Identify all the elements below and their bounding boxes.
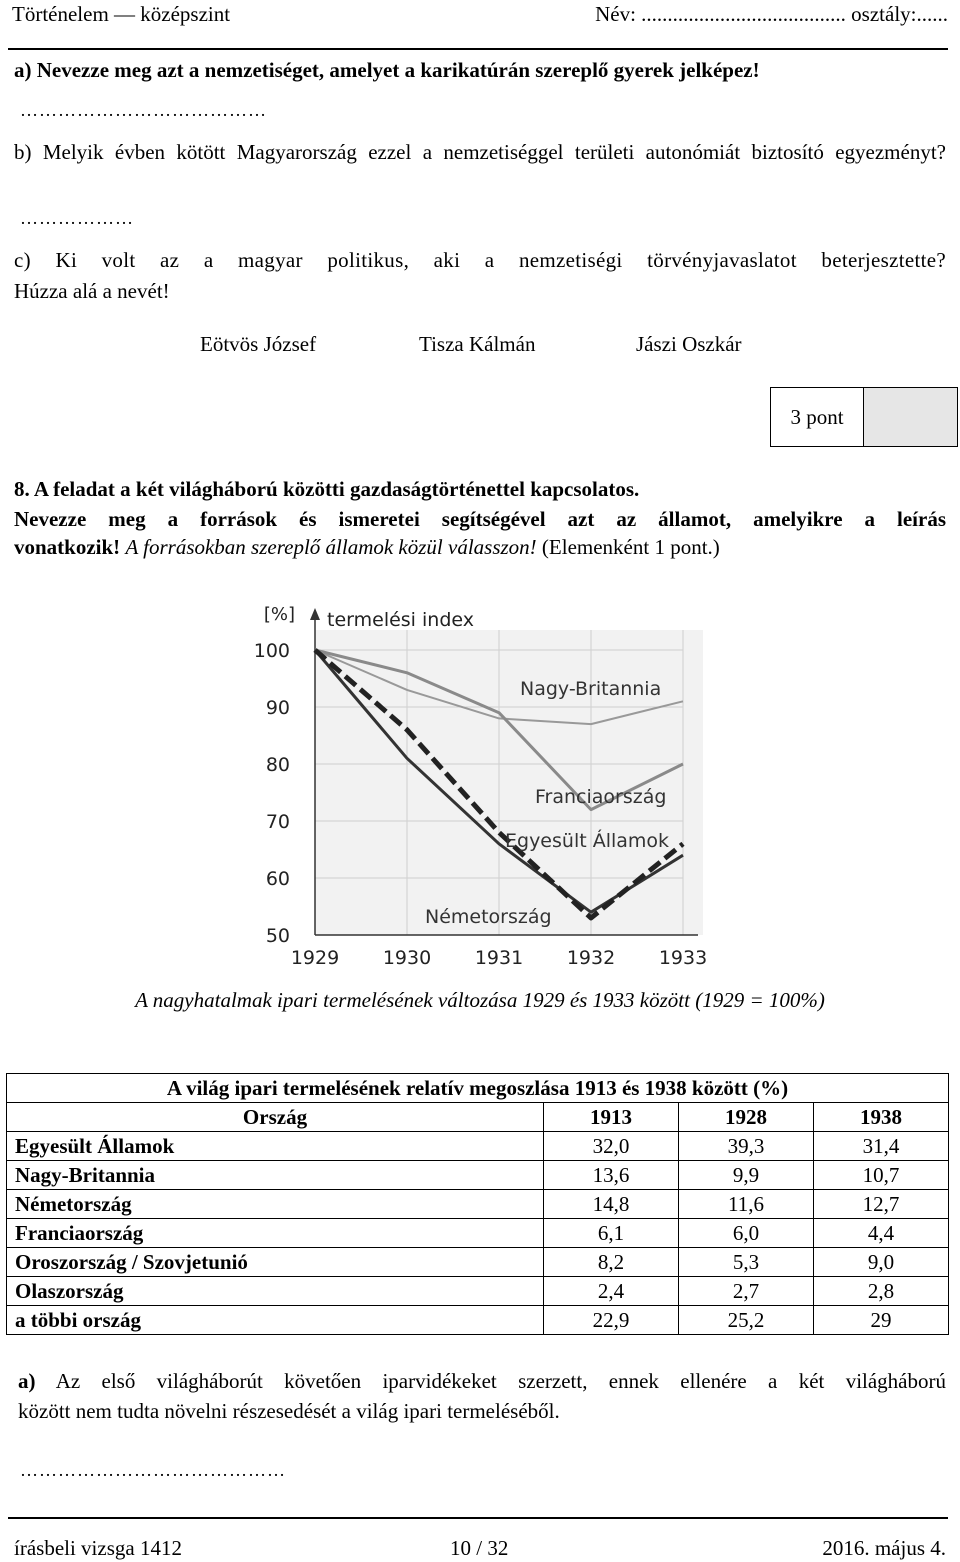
name-class-field: Név: ....................................... osztály:...... (595, 2, 948, 26)
table-cell-country: Oroszország / Szovjetunió (7, 1248, 544, 1277)
task-8-instruction-points: (Elemenként 1 pont.) (541, 535, 720, 559)
series-label: Nagy-Britannia (520, 678, 662, 700)
footer-date: 2016. május 4. (822, 1536, 946, 1560)
answer-7b-dots: ……………… (20, 208, 134, 228)
table-title: A világ ipari termelésének relatív megoszlása 1913 és 1938 között (%) (7, 1074, 949, 1103)
question-7a: a) Nevezze meg azt a nemzetiséget, amelyet a karikatúrán szereplő gyerek jelképez! (14, 58, 760, 82)
task-8-instruction-italic: A forrásokban szereplő államok közül válasszon! (125, 535, 537, 559)
task-8a-text-line2: között nem tudta növelni részesedését a világ ipari termeléséből. (18, 1399, 560, 1423)
series-label: Németország (425, 906, 552, 928)
task-8a-text-line1: Az első világháborút követően iparvidékeket szerzett, ennek ellenére a két világháború (55, 1369, 946, 1393)
task-8-heading: 8. A feladat a két világháború közötti gazdaságtörténettel kapcsolatos. (14, 477, 640, 501)
table-row (7, 1248, 949, 1277)
task-8a-label: a) (18, 1369, 36, 1393)
footer-exam: írásbeli vizsga 1412 (14, 1536, 182, 1560)
table-cell-value: 6,0 (679, 1219, 814, 1248)
table-cell-value: 9,0 (814, 1248, 949, 1277)
table-cell-value: 29 (814, 1306, 949, 1335)
x-tick-label: 1931 (474, 947, 524, 969)
y-axis-label: [%] (263, 604, 295, 625)
question-7c-line1: c) Ki volt az a magyar politikus, aki a nemzetiségi törvényjavaslatot beterjesztette? (14, 248, 946, 272)
y-axis-arrow (310, 608, 320, 620)
table-cell-country: Nagy-Britannia (7, 1161, 544, 1190)
y-tick-label: 100 (253, 640, 290, 662)
table-row (7, 1161, 949, 1190)
option-tisza-kalman[interactable]: Tisza Kálmán (419, 332, 536, 356)
table-cell-value: 12,7 (814, 1190, 949, 1219)
y-tick-label: 50 (265, 925, 290, 947)
table-cell-value: 11,6 (679, 1190, 814, 1219)
table-header-row (7, 1103, 949, 1132)
table-cell-value: 8,2 (544, 1248, 679, 1277)
task-8-instruction-line1: Nevezze meg a források és ismeretei segítségével azt az államot, amelyikre a leírás (14, 507, 946, 531)
table-row (7, 1306, 949, 1335)
y-tick-label: 90 (265, 697, 290, 719)
table-cell-value: 9,9 (679, 1161, 814, 1190)
option-jaszi-oszkar[interactable]: Jászi Oszkár (636, 332, 742, 356)
x-tick-label: 1929 (290, 947, 340, 969)
table-cell-value: 25,2 (679, 1306, 814, 1335)
table-cell-value: 2,7 (679, 1277, 814, 1306)
header-rule (8, 48, 948, 50)
col-header-country: Ország (7, 1103, 544, 1132)
score-entry-cell[interactable] (864, 388, 957, 446)
task-8-instruction-bold: vonatkozik! (14, 535, 121, 559)
question-7c-line2: Húzza alá a nevét! (14, 279, 170, 303)
option-eotvos-jozsef[interactable]: Eötvös József (200, 332, 317, 356)
task-8-instruction-line2 (14, 533, 720, 561)
series-label: Egyesült Államok (505, 830, 670, 852)
table-cell-value: 5,3 (679, 1248, 814, 1277)
table-cell-value: 14,8 (544, 1190, 679, 1219)
col-header-1913: 1913 (544, 1103, 679, 1132)
table-cell-value: 31,4 (814, 1132, 949, 1161)
answer-8a-dots: …………………………………… (20, 1460, 286, 1480)
table-row (7, 1277, 949, 1306)
table-cell-value: 10,7 (814, 1161, 949, 1190)
table-cell-country: Egyesült Államok (7, 1132, 544, 1161)
table-cell-country: Franciaország (7, 1219, 544, 1248)
table-cell-value: 4,4 (814, 1219, 949, 1248)
table-row (7, 1132, 949, 1161)
industrial-index-chart (240, 595, 740, 980)
series-label: Franciaország (535, 786, 667, 808)
x-tick-label: 1933 (658, 947, 708, 969)
y-tick-label: 80 (265, 754, 290, 776)
task-8a-line1 (18, 1367, 946, 1395)
table-cell-value: 6,1 (544, 1219, 679, 1248)
y-tick-label: 60 (265, 868, 290, 890)
table-cell-value: 22,9 (544, 1306, 679, 1335)
question-7b: b) Melyik évben kötött Magyarország ezzel a nemzetiséggel területi autonómiát biztosító egyezményt? (14, 140, 946, 164)
footer-rule (8, 1517, 948, 1519)
table-cell-value: 13,6 (544, 1161, 679, 1190)
table-cell-country: Németország (7, 1190, 544, 1219)
table-cell-value: 2,4 (544, 1277, 679, 1306)
table-row (7, 1190, 949, 1219)
industrial-share-table (6, 1073, 949, 1335)
table-cell-value: 39,3 (679, 1132, 814, 1161)
x-tick-label: 1932 (566, 947, 616, 969)
chart-title: termelési index (327, 609, 474, 631)
footer-page: 10 / 32 (450, 1536, 509, 1560)
score-label: 3 pont (771, 388, 864, 446)
table-row (7, 1219, 949, 1248)
table-cell-country: a többi ország (7, 1306, 544, 1335)
table-cell-value: 32,0 (544, 1132, 679, 1161)
col-header-1928: 1928 (679, 1103, 814, 1132)
score-box (770, 387, 958, 447)
question-7b-line1 (14, 138, 946, 166)
x-tick-label: 1930 (382, 947, 432, 969)
table-cell-value: 2,8 (814, 1277, 949, 1306)
col-header-1938: 1938 (814, 1103, 949, 1132)
y-tick-label: 70 (265, 811, 290, 833)
answer-7a-dots: ………………………………… (20, 100, 267, 120)
chart-caption: A nagyhatalmak ipari termelésének változása 1929 és 1933 között (1929 = 100%) (135, 988, 825, 1012)
table-cell-country: Olaszország (7, 1277, 544, 1306)
subject-header: Történelem — középszint (12, 2, 231, 26)
